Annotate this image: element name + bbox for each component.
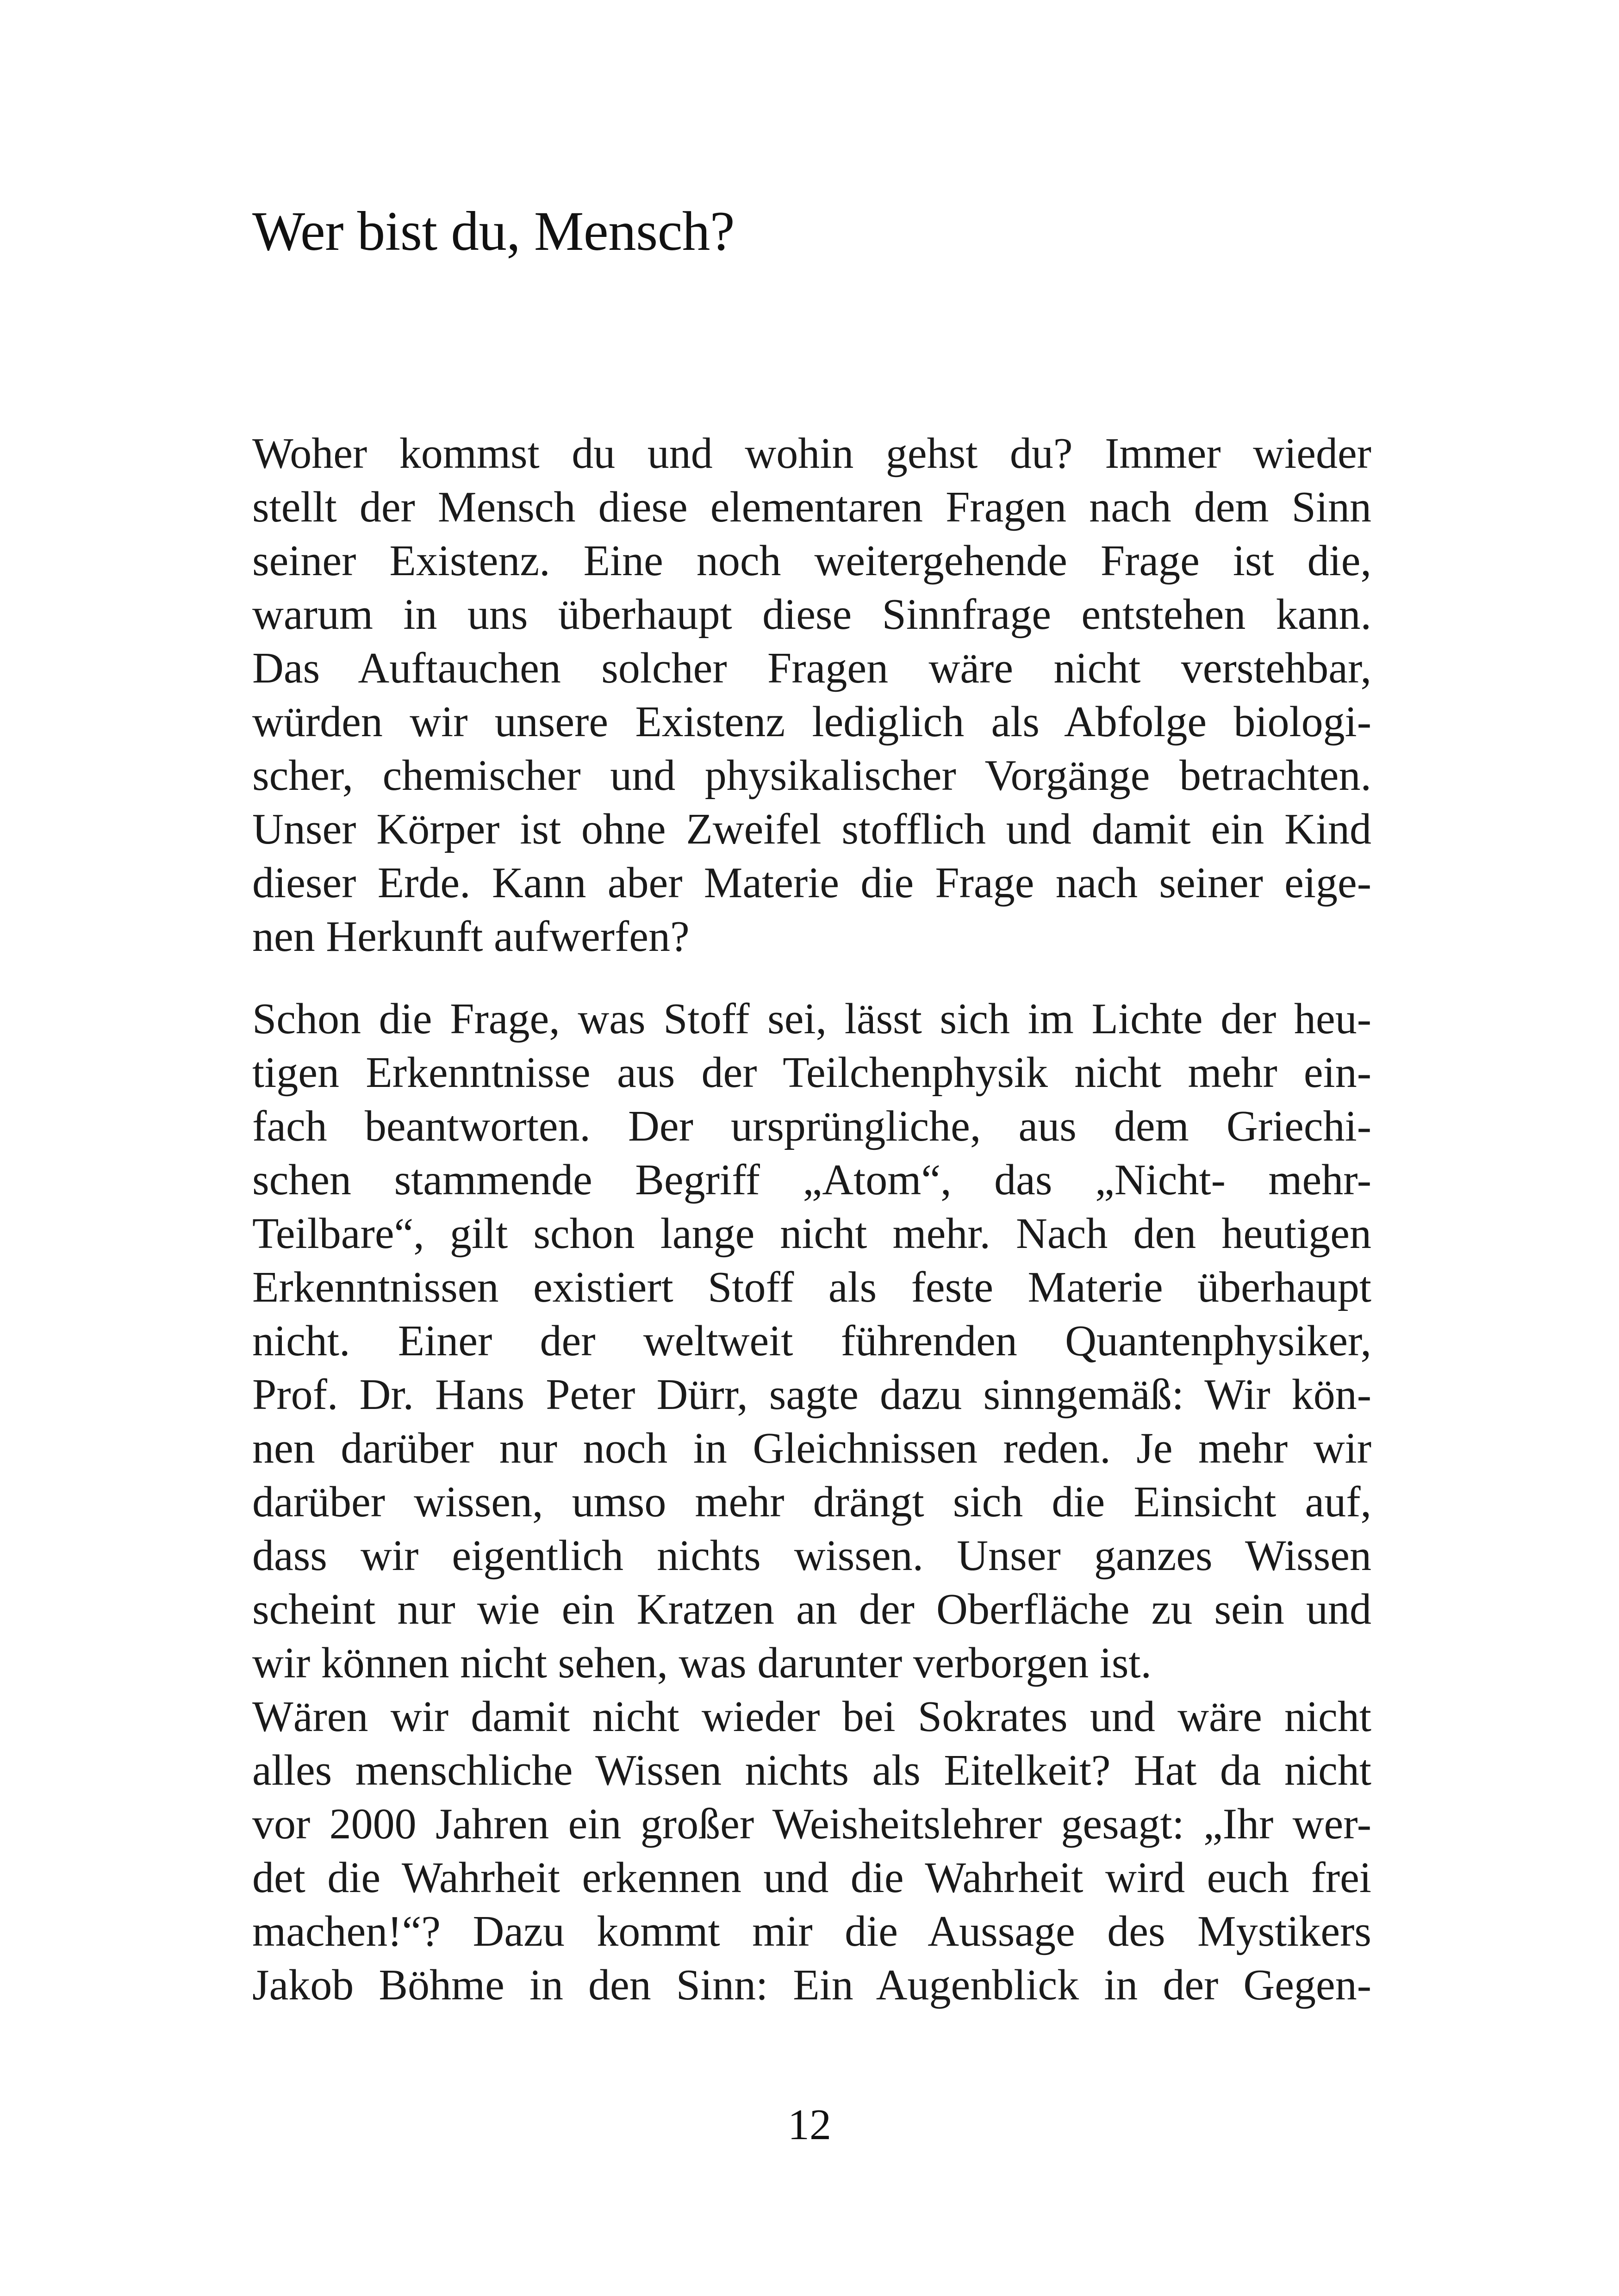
paragraph-3 [252,1690,1371,2012]
text-line: fach beantworten. Der ursprüngliche, aus dem Griechi- [252,1102,1371,1150]
text-line: wir können nicht sehen, was darunter verborgen ist. [252,1639,1152,1687]
text-line: Teilbare“, gilt schon lange nicht mehr. Nach den heutigen [252,1210,1371,1258]
text-line: nen darüber nur noch in Gleichnissen reden. Je mehr wir [252,1424,1371,1472]
text-line: scher, chemischer und physikalischer Vorgänge betrachten. [252,751,1371,800]
body-text [252,427,1371,2012]
text-line: Woher kommst du und wohin gehst du? Immer wieder [252,429,1371,478]
text-line: Das Auftauchen solcher Fragen wäre nicht verstehbar, [252,644,1371,692]
text-line: Jakob Böhme in den Sinn: Ein Augenblick in der Gegen- [252,1961,1371,2009]
text-line: dass wir eigentlich nichts wissen. Unser ganzes Wissen [252,1532,1371,1580]
text-line: schen stammende Begriff „Atom“, das „Nicht- mehr- [252,1156,1371,1204]
text-line: Erkenntnissen existiert Stoff als feste Materie überhaupt [252,1263,1371,1311]
text-line: nicht. Einer der weltweit führenden Quantenphysiker, [252,1317,1371,1365]
chapter-title: Wer bist du, Mensch? [252,200,735,262]
paragraph-spacer [252,963,1371,992]
text-line: Schon die Frage, was Stoff sei, lässt sich im Lichte der heu- [252,995,1371,1043]
text-line: machen!“? Dazu kommt mir die Aussage des Mystikers [252,1907,1371,1955]
text-line: darüber wissen, umso mehr drängt sich die Einsicht auf, [252,1478,1371,1526]
paragraph-2 [252,992,1371,1690]
paragraph-1 [252,427,1371,963]
text-line: seiner Existenz. Eine noch weitergehende Frage ist die, [252,537,1371,585]
text-line: würden wir unsere Existenz lediglich als Abfolge biologi- [252,698,1371,746]
text-line: vor 2000 Jahren ein großer Weisheitslehrer gesagt: „Ihr wer- [252,1800,1371,1848]
text-line: Wären wir damit nicht wieder bei Sokrates und wäre nicht [252,1693,1371,1741]
text-line: warum in uns überhaupt diese Sinnfrage entstehen kann. [252,590,1371,639]
page-number: 12 [788,2101,831,2149]
text-line: Unser Körper ist ohne Zweifel stofflich und damit ein Kind [252,805,1371,853]
text-line: tigen Erkenntnisse aus der Teilchenphysik nicht mehr ein- [252,1049,1371,1097]
text-line: stellt der Mensch diese elementaren Fragen nach dem Sinn [252,483,1371,531]
text-line: Prof. Dr. Hans Peter Dürr, sagte dazu sinngemäß: Wir kön- [252,1371,1371,1419]
text-line: scheint nur wie ein Kratzen an der Oberfläche zu sein und [252,1585,1371,1633]
text-line: nen Herkunft aufwerfen? [252,912,690,961]
text-line: det die Wahrheit erkennen und die Wahrheit wird euch frei [252,1854,1371,1902]
text-line: alles menschliche Wissen nichts als Eitelkeit? Hat da nicht [252,1746,1371,1794]
text-line: dieser Erde. Kann aber Materie die Frage nach seiner eige- [252,859,1371,907]
